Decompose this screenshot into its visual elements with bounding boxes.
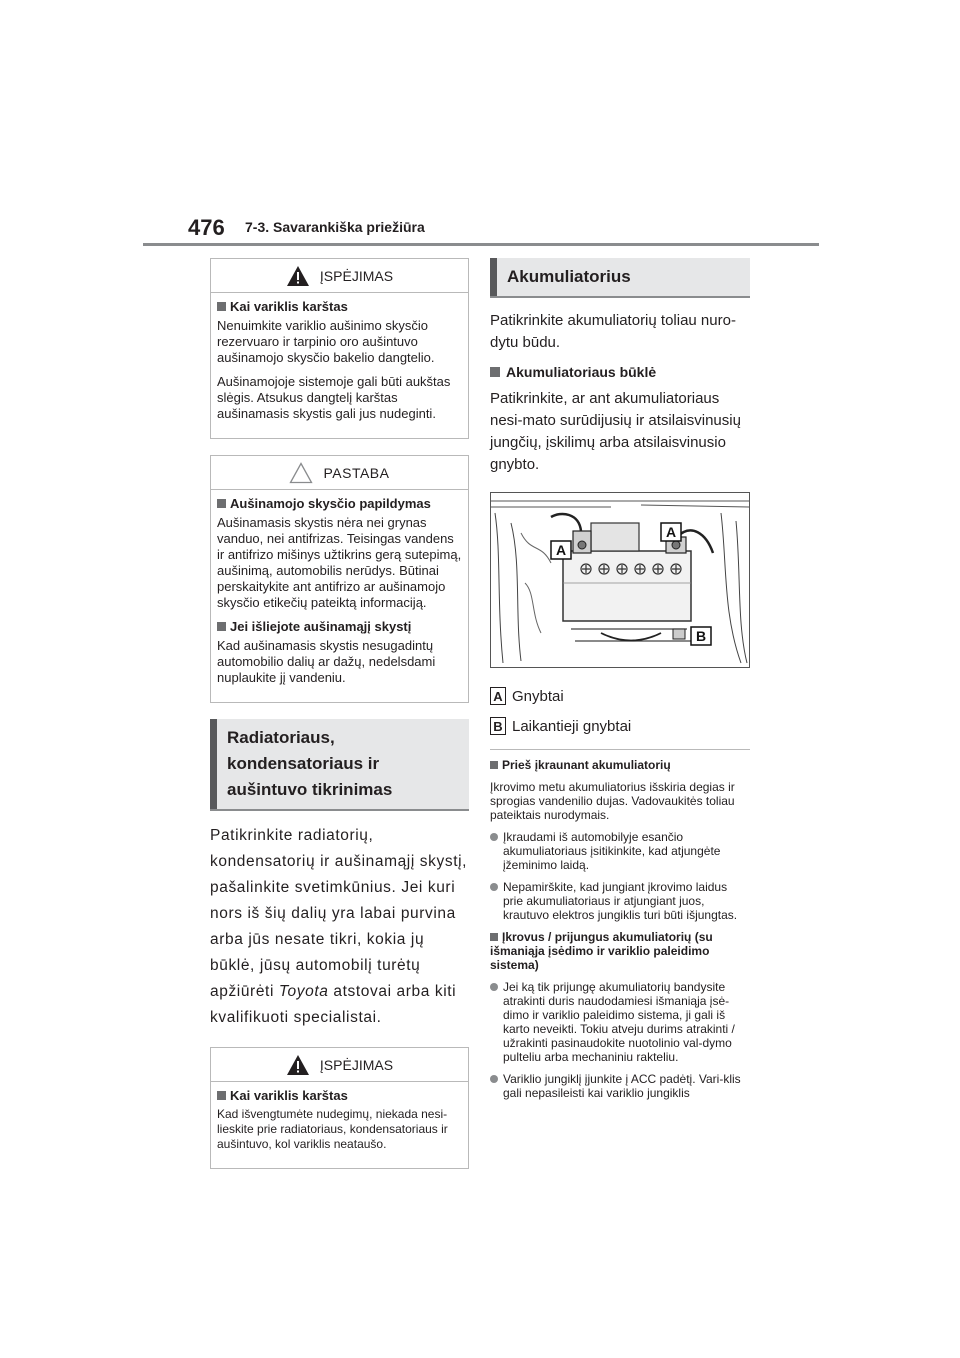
warning-title: ĮSPĖJIMAS: [319, 267, 394, 284]
square-bullet-icon: [217, 622, 226, 631]
battery-condition-subhead: Akumuliatoriaus būklė: [490, 364, 750, 380]
battery-photo: [490, 492, 750, 668]
warning-paragraph: Kad išvengtumėte nudegimų, niekada nesi-lieskite prie radiatoriaus, kondensatoriaus ir aušintuvo, kol variklis neataušo.: [217, 1107, 448, 1151]
header-divider: [143, 243, 819, 246]
warning-box-radiator: [210, 1047, 469, 1169]
photo-legend: [490, 687, 750, 735]
square-bullet-icon: [217, 499, 226, 508]
notice-subtitle: Aušinamojo skysčio papildymas: [217, 496, 462, 511]
after-charge-subhead: Įkrovus / prijungus akumuliatorių (su išmaniąja įsėdimo ir variklio paleidimo sistema): [490, 930, 713, 972]
section-title: 7-3. Savarankiška priežiūra: [245, 219, 425, 235]
warning-subtitle: Kai variklis karštas: [217, 299, 462, 314]
round-bullet-icon: [490, 833, 498, 841]
round-bullet-icon: [490, 983, 498, 991]
heading-divider: [210, 809, 469, 811]
list-item: Įkraudami iš automobilyje esančio akumuliatoriaus įsitikinkite, kad atjungėte įžeminimo laidą.: [490, 830, 750, 872]
radiator-heading: Radiatoriaus, kondensatoriaus ir aušintuvo tikrinimas: [210, 719, 469, 809]
battery-heading: Akumuliatorius: [490, 258, 750, 296]
warning-subtitle: Kai variklis karštas: [217, 1088, 462, 1103]
square-bullet-icon: [490, 933, 498, 941]
warning-title: ĮSPĖJIMAS: [319, 1056, 394, 1073]
page-header: [0, 0, 960, 250]
battery-intro: Patikrinkite akumuliatorių toliau nuro-dytu būdu.: [490, 312, 736, 351]
before-charge-subhead: Prieš įkraunant akumuliatorių: [490, 758, 750, 772]
battery-condition-text: Patikrinkite, ar ant akumuliatoriaus nesi-mato surūdijusių ir atsilaisvinusių jungčių, įskilimų arba atsilaisvinusio gnybto.: [490, 390, 741, 473]
legend-badge: B: [490, 717, 506, 735]
legend-text: Laikantieji gnybtai: [512, 717, 632, 735]
square-bullet-icon: [490, 367, 500, 377]
warning-paragraph: Aušinamojoje sistemoje gali būti aukštas slėgis. Atsukus dangtelį karštas aušinamasis skystis gali jus nudeginti.: [217, 374, 451, 421]
square-bullet-icon: [490, 761, 498, 769]
warning-paragraph: Nenuimkite variklio aušinimo skysčio rezervuaro ir tarpinio oro aušintuvo aušinamojo skysčio bakelio dangtelio.: [217, 318, 435, 365]
legend-badge: A: [490, 687, 506, 705]
warning-icon: [286, 1054, 310, 1076]
photo-label-a: A: [665, 524, 677, 540]
notice-box: [210, 455, 469, 703]
warning-box-header: [211, 1048, 468, 1082]
left-column: [210, 258, 469, 1185]
notice-box-header: [211, 456, 468, 490]
legend-item: [490, 717, 750, 735]
list-item: Jei ką tik prijungę akumuliatorių bandysite atrakinti duris naudodamiesi išmaniąja įsė-dimo ir variklio paleidimo sistema, ji gali iš karto neveikti. Tokiu atveju durims atrakinti / užrakinti pasinaudokite nuotolinio val-dymo pulteliu arba mechaniniu rakteliu.: [490, 980, 750, 1064]
round-bullet-icon: [490, 883, 498, 891]
page-number: 476: [188, 215, 225, 240]
list-item: Nepamirškite, kad jungiant įkrovimo laidus prie akumuliatoriaus ir atjungiant juos, krautuvo elektros jungiklis turi būti išjungtas.: [490, 880, 750, 922]
square-bullet-icon: [217, 302, 226, 311]
right-column: [490, 258, 750, 1108]
notice-icon: [289, 462, 313, 484]
list-item: Variklio jungiklį įjunkite į ACC padėtį. Vari-klis gali nepasileisti kai variklio jungiklis: [490, 1072, 750, 1100]
heading-divider: [490, 296, 750, 298]
square-bullet-icon: [217, 1091, 226, 1100]
legend-item: [490, 687, 750, 705]
notice-subtitle: Jei išliejote aušinamąjį skystį: [217, 619, 462, 634]
warning-box-hot-engine: [210, 258, 469, 439]
warning-icon: [286, 265, 310, 287]
round-bullet-icon: [490, 1075, 498, 1083]
radiator-text: Patikrinkite radiatorių, kondensatorių ir aušinamąjį skystį, pašalinkite svetimkūnius. Jei kuri nors iš šių dalių yra labai purvina arba jūs nesate tikri, kokia jų būklė, jūsų automobilį turėtų apžiūrėti Toyota atstovai arba kiti kvalifikuoti specialistai.: [210, 827, 468, 1026]
brand-name: Toyota: [278, 983, 329, 1000]
notice-paragraph: Kad aušinamasis skystis nesugadintų automobilio dalių ar dažų, nedelsdami nuplaukite jį vandeniu.: [217, 638, 436, 685]
warning-box-header: [211, 259, 468, 293]
section-divider: [490, 749, 750, 750]
legend-text: Gnybtai: [512, 687, 564, 705]
notice-title: PASTABA: [323, 464, 390, 481]
before-charge-text: Įkrovimo metu akumuliatorius išskiria degias ir sprogias vandenilio dujas. Vadovaukitės toliau pateiktais nurodymais.: [490, 780, 735, 822]
photo-label-a: A: [555, 542, 567, 558]
photo-label-b: B: [695, 628, 707, 644]
notice-paragraph: Aušinamasis skystis nėra nei grynas vanduo, nei antifrizas. Teisingas vandens ir antifrizo mišinys užtikrins gerą sutepimą, aušinimą, automobilis nerūdys. Būtinai perskaitykite ant antifrizo ar aušinamojo skysčio etikečių pateiktą informaciją.: [217, 515, 462, 610]
